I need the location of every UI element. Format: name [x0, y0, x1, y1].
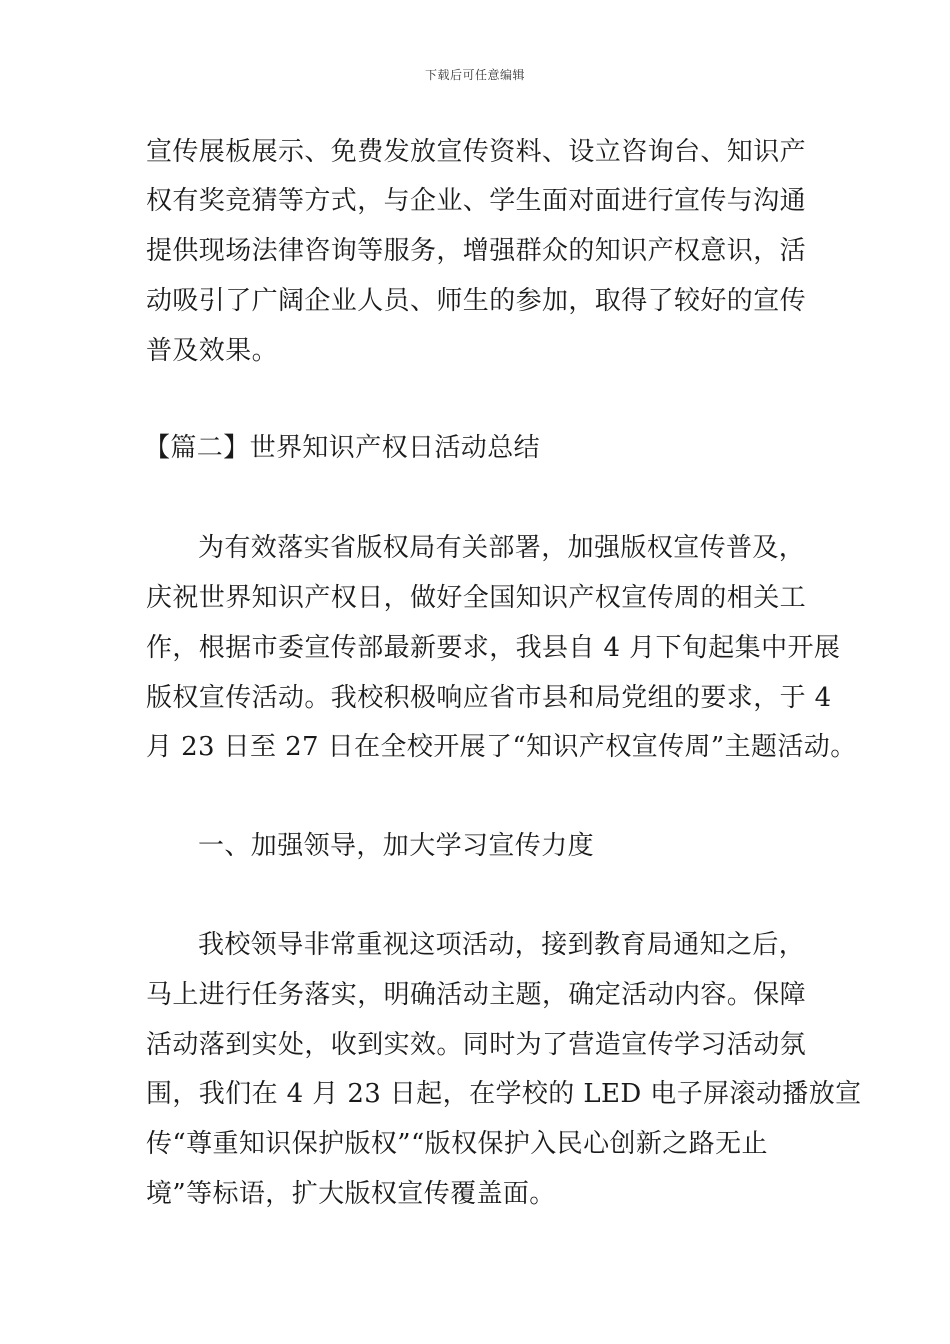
paragraph-line: 为有效落实省版权局有关部署，加强版权宣传普及， [198, 533, 806, 563]
paragraph-line: 提供现场法律咨询等服务，增强群众的知识产权意识，活 [146, 236, 807, 266]
paragraph-line: 活动落到实处，收到实效。同时为了营造宣传学习活动氛 [146, 1030, 807, 1060]
section-heading: 一、加强领导，加大学习宣传力度 [198, 831, 595, 861]
paragraph-line: 月 23 日至 27 日在全校开展了“知识产权宣传周”主题活动。 [146, 732, 857, 762]
paragraph-line: 权有奖竞猜等方式，与企业、学生面对面进行宣传与沟通 [146, 186, 807, 216]
section-title: 【篇二】世界知识产权日活动总结 [144, 433, 541, 463]
paragraph-line: 动吸引了广阔企业人员、师生的参加，取得了较好的宣传 [146, 286, 807, 316]
paragraph-line: 我校领导非常重视这项活动，接到教育局通知之后， [198, 930, 806, 960]
paragraph-line: 作，根据市委宣传部最新要求，我县自 4 月下旬起集中开展 [146, 633, 841, 663]
page-header-note: 下载后可任意编辑 [424, 68, 525, 82]
paragraph-line: 围，我们在 4 月 23 日起，在学校的 LED 电子屏滚动播放宣 [146, 1079, 862, 1109]
paragraph-line: 境”等标语，扩大版权宣传覆盖面。 [146, 1179, 556, 1209]
paragraph-line: 庆祝世界知识产权日，做好全国知识产权宣传周的相关工 [146, 583, 807, 613]
paragraph-line: 版权宣传活动。我校积极响应省市县和局党组的要求，于 4 [146, 683, 832, 713]
paragraph-line: 普及效果。 [146, 336, 279, 366]
paragraph-line: 宣传展板展示、免费发放宣传资料、设立咨询台、知识产 [146, 137, 807, 167]
paragraph-line: 马上进行任务落实，明确活动主题，确定活动内容。保障 [146, 980, 807, 1010]
paragraph-line: 传“尊重知识保护版权”“版权保护入民心创新之路无止 [146, 1129, 768, 1159]
